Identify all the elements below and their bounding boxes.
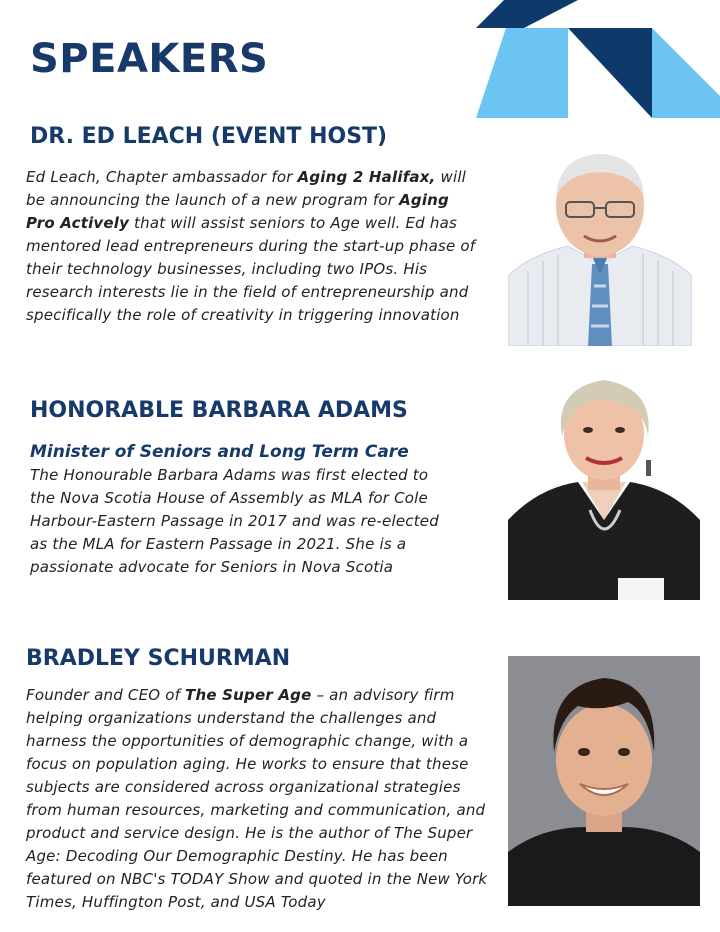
- speaker-bio-barbara-adams: [30, 464, 452, 579]
- bio-emphasis: Aging Pro Actively: [26, 191, 449, 232]
- triangle-dark-middle: [568, 28, 652, 118]
- bio-emphasis: The Super Age: [185, 686, 312, 704]
- corner-triangles-decoration: [476, 0, 720, 118]
- triangle-light-left: [476, 28, 568, 118]
- bio-text: Founder and CEO of: [26, 686, 186, 704]
- speaker-photo-ed-leach: [508, 146, 692, 346]
- speaker-photo-barbara-adams: [508, 370, 700, 600]
- speaker-role-barbara-adams: Minister of Seniors and Long Term Care: [30, 442, 409, 462]
- bio-text: The Honourable Barbara Adams was first elected to the Nova Scotia House of Assembly as MLA for Cole Harbour-Eastern Passage in 2017 and was re-elected as the MLA for Eastern Passage in 2021. She is a passionate advocate for Seniors in Nova Scotia: [30, 466, 439, 576]
- speaker-name-barbara-adams: HONORABLE BARBARA ADAMS: [30, 398, 408, 423]
- speaker-name-ed-leach: DR. ED LEACH (EVENT HOST): [30, 124, 388, 149]
- bio-text: Ed Leach, Chapter ambassador for: [26, 168, 298, 186]
- page-title: SPEAKERS: [30, 36, 269, 82]
- bio-text: will be announcing the launch of a new program for: [26, 168, 467, 209]
- triangle-light-right: [652, 28, 720, 118]
- triangle-dark-top: [476, 0, 578, 28]
- speaker-photo-bradley-schurman: [508, 656, 700, 906]
- speaker-name-bradley-schurman: BRADLEY SCHURMAN: [26, 646, 291, 671]
- bio-text: – an advisory firm helping organizations understand the challenges and harness the opportunities of demographic change, with a focus on population aging. He works to ensure that these subjects are considered across organizational strategies from human resources, marketing and communication, and product and service design. He is the author of The Super Age: Decoding Our Demographic Destiny. He has been featured on NBC's TODAY Show and quoted in the New York Times, Huffington Post, and USA Today: [26, 686, 488, 911]
- speaker-bio-bradley-schurman: [26, 684, 498, 914]
- bio-emphasis: Aging 2 Halifax,: [297, 168, 436, 186]
- speaker-bio-ed-leach: [26, 166, 478, 327]
- bio-text: that will assist seniors to Age well. Ed has mentored lead entrepreneurs during the start-up phase of their technology businesses, including two IPOs. His research interests lie in the field of entrepreneurship and specifically the role of creativity in triggering innovation: [26, 214, 476, 324]
